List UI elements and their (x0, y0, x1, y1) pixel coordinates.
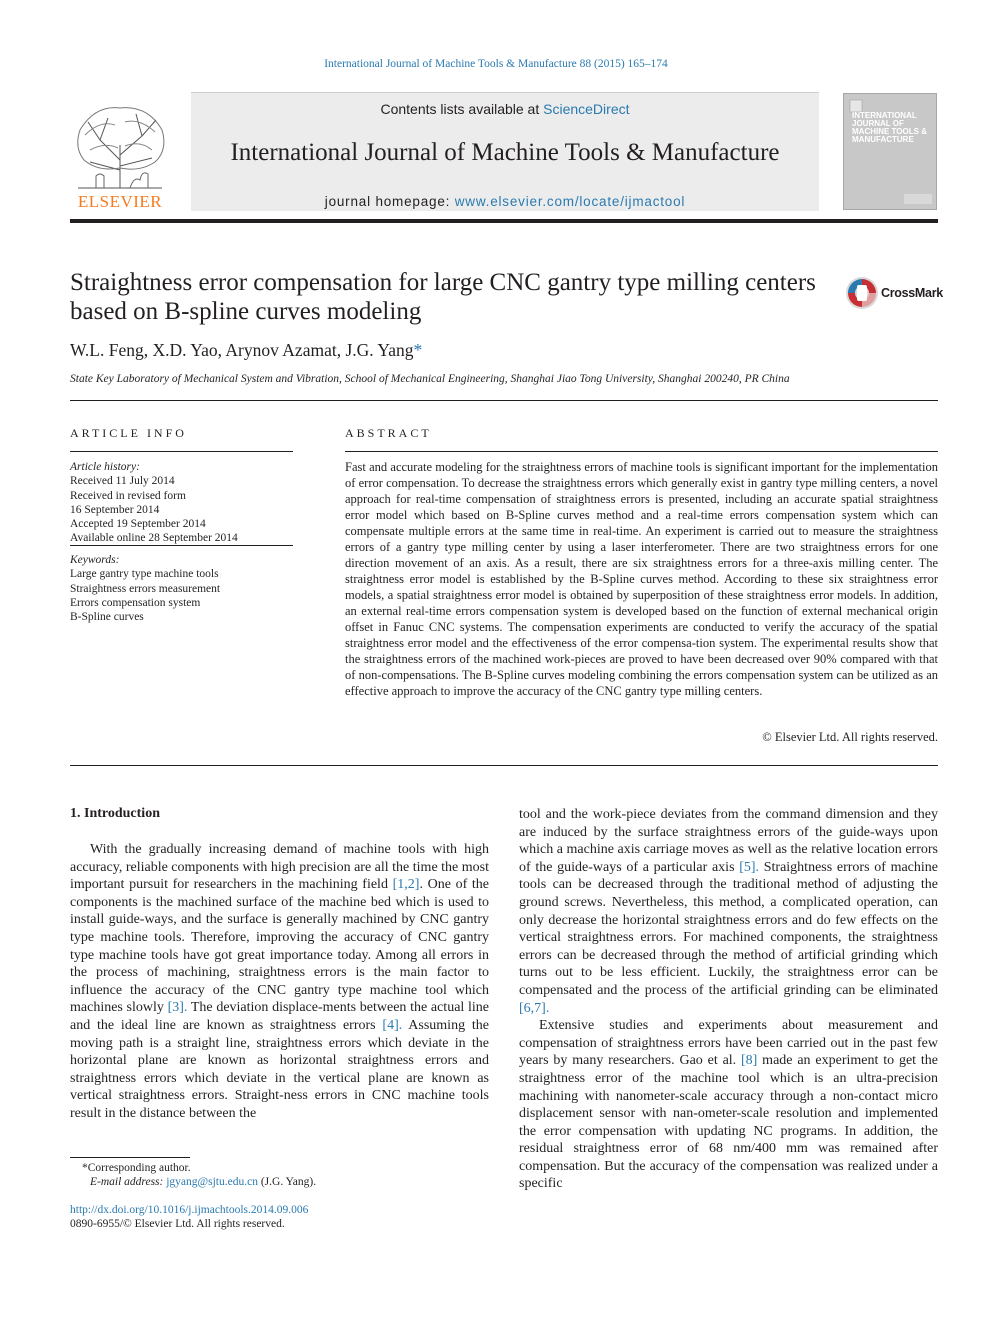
paragraph (70, 841, 489, 1123)
corresponding-author-footnote (82, 1161, 502, 1175)
abstract-text: Fast and accurate modeling for the straightness errors of machine tools is significant important for the implementation of error compensation. To decrease the straightness errors which generally exist in gantry type milling centers, a novel approach for real-time compensation of straightness errors is presented, including an accurate spatial straightness error model which based on B-Spline curves method and a real-time errors compensation system which can compensate multiple errors at the same time in real-time. An experiment is carried out to measure the straightness errors of a gantry type milling center by using a laser interferometer. There are two straightness errors for one direction movement of an axis. As a result, there are six straightness errors for a three-axis milling center. The straightness error model is established by the B-Spline curves method. According to these six straightness error models, a spatial straightness error model is obtained by superposition of these straightness error models. In addition, an external real-time errors compensation system is developed based on the function of external mechanical origin offset in Fanuc CNC systems. The compensation experiments are conducted to verify the accuracy of the spatial straightness error model and the effectiveness of the error compensa-tion system. The experimental results show that the straightness errors of the machined work-pieces are proved to have been decreased over 90% compared with that of non-compensations. The B-Spline curves modeling combining the errors compensation system can be utilized as an effective approach to improve the accuracy of the CNC gantry type milling centers. (345, 460, 938, 698)
body-text: . One of the components is the machined surface of the machine bed which is used to install guide-ways, and the surface is generally machined by CNC gantry type machine tools. Therefore, improving the accuracy of CNC gantry type machine tools have got great importance today. Among all errors in the process of machining, straightness errors is the main factor to influence the accuracy of the CNC gantry type machine tool which machines slowly (70, 877, 489, 1016)
history-label: Article history: (70, 461, 140, 473)
body-column-right (519, 806, 938, 1193)
keyword-item: Errors compensation system (70, 596, 201, 609)
crossmark-label: CrossMark (881, 286, 943, 300)
article-info-heading: ARTICLE INFO (70, 426, 187, 440)
journal-banner (191, 92, 819, 211)
journal-title: International Journal of Machine Tools & Manufacture (230, 139, 780, 166)
body-text: The deviation displace-ments between the actual line and the ideal line are known as straightness errors (70, 1000, 489, 1033)
article-title: Straightness error compensation for large CNC gantry type milling centers based on B-spline curves modeling (70, 269, 816, 325)
keywords-label: Keywords: (70, 554, 120, 566)
elsevier-wordmark: ELSEVIER (77, 192, 163, 211)
footnote-mark: * (82, 1162, 88, 1174)
body-text: tool and the work-piece deviates from the command dimension and they are induced by the surface straightness errors of the guide-ways upon which a machine axis carriage moves as well as the relative location errors of the guide-ways of a particular axis (519, 807, 938, 875)
history-item: Available online 28 September 2014 (70, 532, 238, 545)
citation-link[interactable]: [1,2] (392, 877, 420, 893)
history-item: Received in revised form (70, 489, 186, 502)
journal-cover-thumbnail[interactable] (843, 93, 937, 210)
issn-line: 0890-6955/© Elsevier Ltd. All rights reserved. (70, 1218, 285, 1230)
contents-prefix: Contents lists available at (380, 101, 544, 117)
abstract-heading: ABSTRACT (345, 426, 432, 440)
abstract-rule (345, 451, 938, 452)
citation-link[interactable]: [3]. (167, 1000, 188, 1016)
keywords (70, 553, 293, 624)
cover-title: INTERNATIONAL JOURNAL OF MACHINE TOOLS & MANUFACTURE (852, 111, 927, 144)
body-column-left (70, 841, 489, 1123)
author-list (70, 340, 422, 361)
body-text: Extensive studies and experiments about measurement and compensation of straightness errors have been carried out in the past few years by many researchers. Gao et al. (519, 1018, 938, 1069)
crossmark-badge[interactable] (845, 276, 943, 310)
paragraph (519, 806, 938, 1017)
header-rule (70, 219, 938, 223)
citation-link[interactable]: [5]. (739, 859, 760, 875)
body-text: Assuming the moving path is a straight line, straightness errors which deviate in the horizontal plane are known as horizontal straightness errors and straightness errors which deviate in the vertical plane are known as vertical straightness errors. Straight-ness errors in CNC machine tools result in the distance between the (70, 1017, 489, 1121)
email-link[interactable]: jgyang@sjtu.edu.cn (166, 1176, 258, 1188)
contents-line (191, 101, 819, 117)
abstract-bottom-rule (70, 765, 938, 766)
email-footnote (90, 1175, 510, 1189)
affiliation-rule (70, 400, 938, 401)
crossmark-icon (845, 276, 879, 310)
footnote-text: Corresponding author. (87, 1162, 191, 1174)
article-info-rule (70, 451, 293, 452)
history-item: Received 11 July 2014 (70, 475, 175, 488)
email-suffix: (J.G. Yang). (257, 1176, 317, 1188)
article-history (70, 460, 293, 546)
body-text: With the gradually increasing demand of machine tools with high accuracy, reliable components with high precision are all the time the most important pursuit for researchers in the machining field (70, 842, 489, 893)
keyword-item: Straightness errors measurement (70, 582, 221, 595)
history-item: Accepted 19 September 2014 (70, 518, 206, 531)
journal-citation[interactable]: International Journal of Machine Tools & Manufacture 88 (2015) 165–174 (324, 58, 668, 70)
body-text: Straightness errors of machine tools can be decreased through the traditional method of adjusting the ground screws. Nevertheless, this method, a complicated operation, can only decrease the horizontal straightness errors and do few effects on the vertical straightness errors. For machined components, the straightness errors can be decreased through the method of artificial grinding which turns out to be less efficient. Luckily, the straightness error can be compensated and the process of the artificial grinding can be eliminated (519, 859, 938, 998)
section-heading-introduction: 1. Introduction (70, 806, 160, 821)
citation-link[interactable]: [6,7]. (519, 1000, 550, 1016)
corresponding-author-mark[interactable]: * (413, 340, 423, 360)
body-text: made an experiment to get the straightness error of the machine tool which is an ultra-precision machining with nanometer-scale accuracy through a non-contact micro displacement sensor with nan-ometer-scale resolution and implemented the error compensation with updating NC programs. In addition, the residual straightness error of 68 nm/400 mm was remained after compensation. But the accuracy of the compensation was realized under a specific (519, 1053, 938, 1192)
citation-link[interactable]: [8] (741, 1053, 758, 1069)
footnote-rule (70, 1157, 190, 1158)
keyword-item: Large gantry type machine tools (70, 568, 219, 581)
doi-link[interactable]: http://dx.doi.org/10.1016/j.ijmachtools.2014.09.006 (70, 1204, 309, 1216)
history-item: 16 September 2014 (70, 503, 160, 516)
sciencedirect-link[interactable]: ScienceDirect (543, 101, 630, 117)
keyword-item: B-Spline curves (70, 611, 144, 624)
homepage-label: journal homepage: (324, 194, 455, 209)
history-rule (70, 545, 293, 546)
citation-link[interactable]: [4]. (382, 1017, 403, 1033)
homepage-link[interactable]: www.elsevier.com/locate/ijmactool (454, 194, 686, 209)
authors-text: W.L. Feng, X.D. Yao, Arynov Azamat, J.G. Yang (70, 340, 414, 360)
affiliation: State Key Laboratory of Mechanical System and Vibration, School of Mechanical Engineering, Shanghai Jiao Tong University, Shanghai 200240, PR China (70, 373, 790, 385)
abstract-copyright: © Elsevier Ltd. All rights reserved. (762, 730, 938, 744)
homepage-line (191, 194, 819, 209)
paragraph (519, 1017, 938, 1193)
email-label: E-mail address: (90, 1176, 167, 1188)
